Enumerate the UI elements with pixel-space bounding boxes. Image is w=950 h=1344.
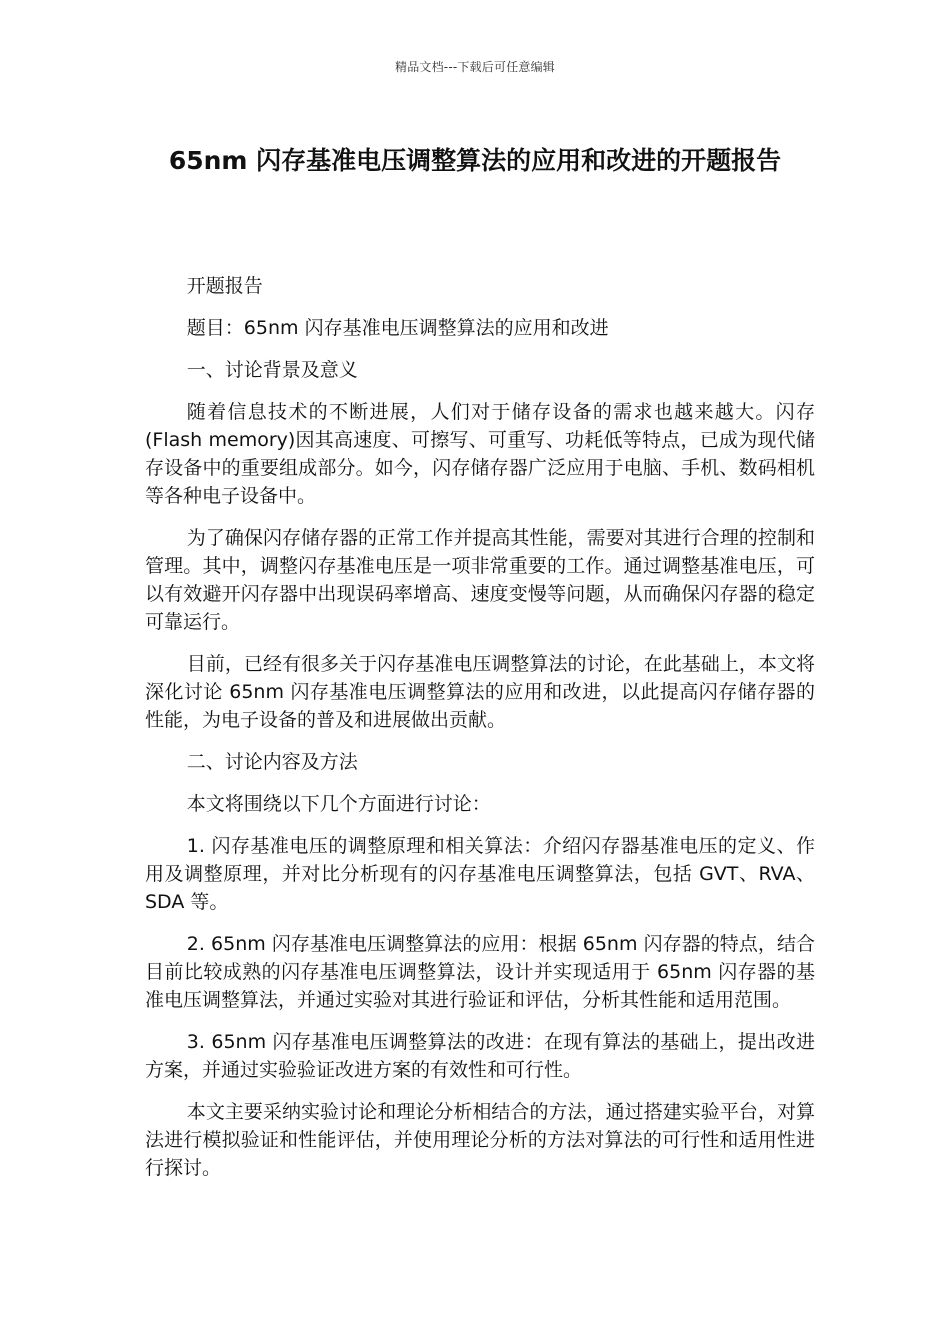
paragraph-report-label: 开题报告 <box>186 275 263 297</box>
section-heading-background: 一、讨论背景及意义 <box>186 359 358 381</box>
paragraph: 本文主要采纳实验讨论和理论分析相结合的方法，通过搭建实验平台，对算法进行模拟验证和性能评估，并使用理论分析的方法对算法的可行性和适用性进行探讨。 <box>145 1101 815 1179</box>
list-item: 1. 闪存基准电压的调整原理和相关算法：介绍闪存器基准电压的定义、作用及调整原理，并对比分析现有的闪存基准电压调整算法，包括 GVT、RVA、SDA 等。 <box>145 835 815 913</box>
paragraph: 为了确保闪存储存器的正常工作并提高其性能，需要对其进行合理的控制和管理。其中，调整闪存基准电压是一项非常重要的工作。通过调整基准电压，可以有效避开闪存器中出现误码率增高、速度变慢等问题，从而确保闪存器的稳定可靠运行。 <box>145 527 815 633</box>
document-title: 65nm 闪存基准电压调整算法的应用和改进的开题报告 <box>168 146 782 175</box>
header-note: 精品文档---下载后可任意编辑 <box>395 60 555 74</box>
document-body <box>145 272 815 1196</box>
list-item: 3. 65nm 闪存基准电压调整算法的改进：在现有算法的基础上，提出改进方案，并通过实验验证改进方案的有效性和可行性。 <box>145 1031 815 1081</box>
paragraph: 目前，已经有很多关于闪存基准电压调整算法的讨论，在此基础上，本文将深化讨论 65nm 闪存基准电压调整算法的应用和改进，以此提高闪存储存器的性能，为电子设备的普及和进展做出贡献。 <box>145 653 815 731</box>
list-item: 2. 65nm 闪存基准电压调整算法的应用：根据 65nm 闪存器的特点，结合目前比较成熟的闪存基准电压调整算法，设计并实现适用于 65nm 闪存器的基准电压调整算法，并通过实验对其进行验证和评估，分析其性能和适用范围。 <box>145 933 815 1011</box>
paragraph-topic: 题目：65nm 闪存基准电压调整算法的应用和改进 <box>186 317 609 339</box>
paragraph: 本文将围绕以下几个方面进行讨论： <box>186 793 491 815</box>
paragraph: 随着信息技术的不断进展，人们对于储存设备的需求也越来越大。闪存(Flash memory)因其高速度、可擦写、可重写、功耗低等特点，已成为现代储存设备中的重要组成部分。如今，闪存储存器广泛应用于电脑、手机、数码相机等各种电子设备中。 <box>145 401 815 507</box>
section-heading-content-method: 二、讨论内容及方法 <box>186 751 358 773</box>
